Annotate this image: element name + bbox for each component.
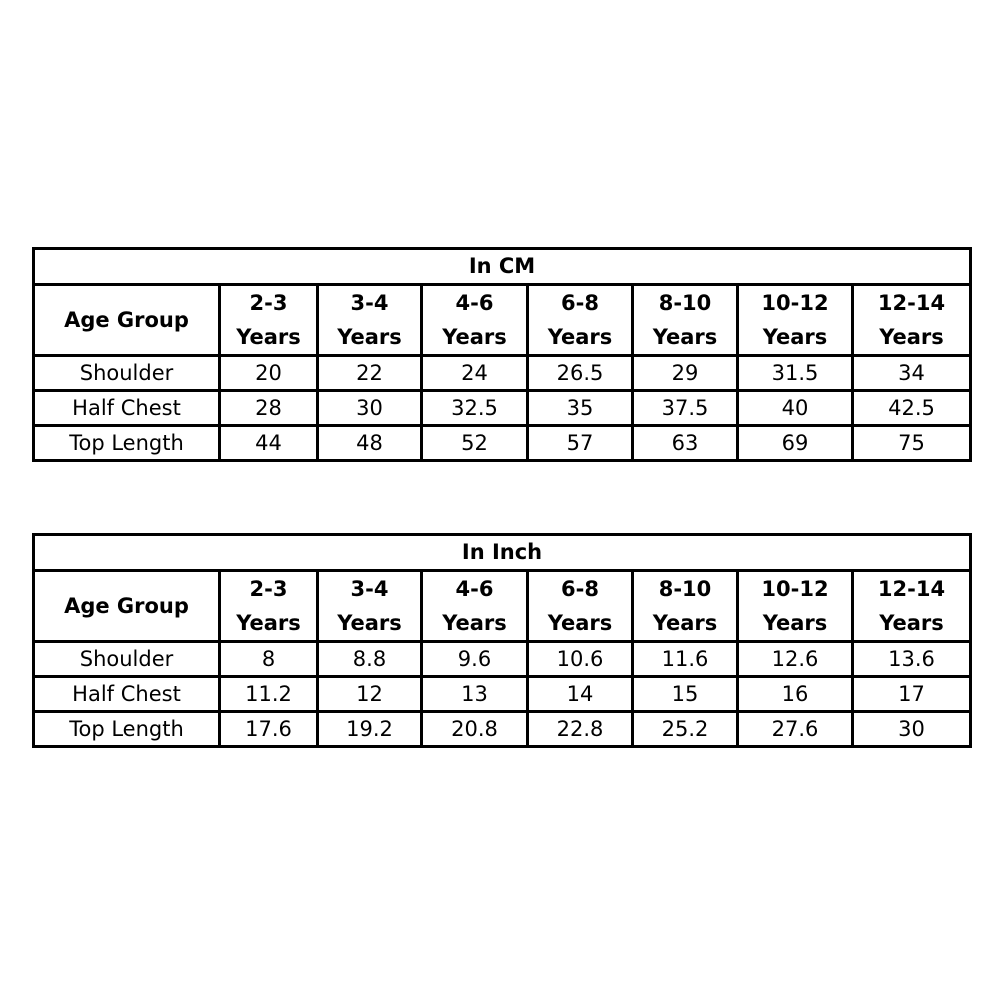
table-cell: 8.8 [318,642,422,677]
row-label: Top Length [34,426,220,461]
table-cell: 57 [528,426,633,461]
table-cell: 9.6 [422,642,528,677]
table-cell: 13.6 [853,642,971,677]
column-header: 12-14 Years [853,571,971,642]
table-cell: 20.8 [422,712,528,747]
table-cell: 37.5 [633,391,738,426]
table-cell: 16 [738,677,853,712]
table-cell: 42.5 [853,391,971,426]
age-group-header: Age Group [34,285,220,356]
table-cell: 15 [633,677,738,712]
table-cell: 31.5 [738,356,853,391]
column-header: 2-3 Years [220,285,318,356]
table-cell: 30 [853,712,971,747]
column-header: 4-6 Years [422,571,528,642]
row-label: Top Length [34,712,220,747]
table-cell: 26.5 [528,356,633,391]
table-cell: 22 [318,356,422,391]
column-header: 8-10 Years [633,285,738,356]
table-row [34,391,971,426]
table-cell: 17.6 [220,712,318,747]
table-cell: 8 [220,642,318,677]
table-cell: 20 [220,356,318,391]
table-title: In CM [34,249,971,285]
table-title: In Inch [34,535,971,571]
column-header: 10-12 Years [738,285,853,356]
table-row [34,712,971,747]
table-title-row [34,535,971,571]
table-row [34,677,971,712]
table-title-row [34,249,971,285]
table-cell: 13 [422,677,528,712]
size-table-cm [32,247,972,462]
table-cell: 40 [738,391,853,426]
age-group-header: Age Group [34,571,220,642]
table-cell: 75 [853,426,971,461]
table-cell: 29 [633,356,738,391]
table-cell: 25.2 [633,712,738,747]
size-table-inch [32,533,972,748]
table-cell: 22.8 [528,712,633,747]
column-header: 3-4 Years [318,571,422,642]
column-header: 6-8 Years [528,285,633,356]
table-header-row [34,571,971,642]
column-header: 12-14 Years [853,285,971,356]
table-cell: 32.5 [422,391,528,426]
row-label: Half Chest [34,391,220,426]
column-header: 10-12 Years [738,571,853,642]
table-cell: 35 [528,391,633,426]
table-cell: 19.2 [318,712,422,747]
column-header: 4-6 Years [422,285,528,356]
table-cell: 28 [220,391,318,426]
table-cell: 11.6 [633,642,738,677]
table-row [34,642,971,677]
table-cell: 63 [633,426,738,461]
row-label: Shoulder [34,356,220,391]
table-cell: 48 [318,426,422,461]
table-header-row [34,285,971,356]
table-cell: 14 [528,677,633,712]
column-header: 3-4 Years [318,285,422,356]
table-cell: 11.2 [220,677,318,712]
table-cell: 12 [318,677,422,712]
table-cell: 12.6 [738,642,853,677]
column-header: 8-10 Years [633,571,738,642]
table-cell: 27.6 [738,712,853,747]
table-cell: 52 [422,426,528,461]
table-row [34,356,971,391]
column-header: 2-3 Years [220,571,318,642]
row-label: Half Chest [34,677,220,712]
table-cell: 10.6 [528,642,633,677]
table-cell: 44 [220,426,318,461]
table-cell: 24 [422,356,528,391]
table-cell: 17 [853,677,971,712]
column-header: 6-8 Years [528,571,633,642]
table-cell: 34 [853,356,971,391]
row-label: Shoulder [34,642,220,677]
table-cell: 69 [738,426,853,461]
table-row [34,426,971,461]
table-cell: 30 [318,391,422,426]
